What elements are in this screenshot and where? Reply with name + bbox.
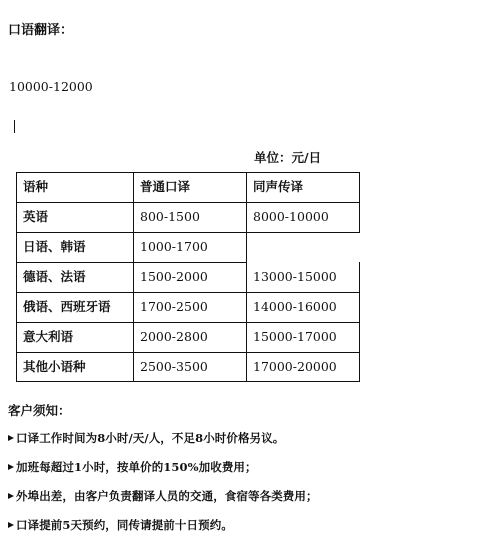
notice-item-text: 口译工作时间为8小时/天/人，不足8小时价格另议。 [16,431,285,445]
notice-item [8,517,233,533]
table-header-language: 语种 [23,179,49,194]
arrow-bullet-icon [8,435,14,441]
arrow-bullet-icon [8,493,14,499]
table-cell-simultaneous: 8000-10000 [253,209,329,224]
table-cell-regular: 800-1500 [140,209,200,224]
notice-item-text: 加班每超过1小时，按单价的150%加收费用； [16,460,257,474]
table-border-left [16,172,17,382]
notice-item [8,459,257,475]
table-cell-language: 意大利语 [23,329,74,344]
table-row-line [16,292,360,293]
table-cell-language: 俄语、西班牙语 [23,299,111,314]
table-cell-regular: 1500-2000 [140,269,208,284]
unit-label: 单位：元/日 [254,150,322,165]
table-cell-regular: 1000-1700 [140,239,208,254]
table-cell-language: 英语 [23,209,49,224]
notice-title: 客户须知： [8,403,71,418]
notice-item-text: 口译提前5天预约，同传请提前十日预约。 [16,518,233,532]
table-row-line [16,262,247,263]
table-cell-regular: 2000-2800 [140,329,208,344]
table-row-line [16,232,360,233]
notice-item [8,430,284,446]
price-table [16,172,360,382]
table-cell-simultaneous: 13000-15000 [253,269,337,284]
table-cell-language: 德语、法语 [23,269,86,284]
table-border-top [16,172,360,173]
arrow-bullet-icon [8,522,14,528]
table-cell-language: 日语、韩语 [23,239,86,254]
table-border-bottom [16,381,360,382]
table-header-simultaneous: 同声传译 [253,179,304,194]
table-cell-simultaneous: 15000-17000 [253,329,337,344]
table-cell-regular: 2500-3500 [140,359,208,374]
notice-item-text: 外埠出差，由客户负责翻译人员的交通，食宿等各类费用； [16,489,318,503]
table-header-regular: 普通口译 [140,179,191,194]
arrow-bullet-icon [8,464,14,470]
table-divider-2 [246,172,247,382]
table-divider-1 [133,172,134,382]
section-title: 口语翻译： [8,23,74,38]
table-row-line [16,352,360,353]
price-range: 10000-12000 [9,79,93,94]
table-row-line [16,322,360,323]
table-row-line [16,202,360,203]
text-cursor [14,120,15,133]
notice-item [8,488,318,504]
table-cell-simultaneous: 17000-20000 [253,359,337,374]
table-cell-language: 其他小语种 [23,359,86,374]
table-cell-regular: 1700-2500 [140,299,208,314]
table-cell-simultaneous: 14000-16000 [253,299,337,314]
